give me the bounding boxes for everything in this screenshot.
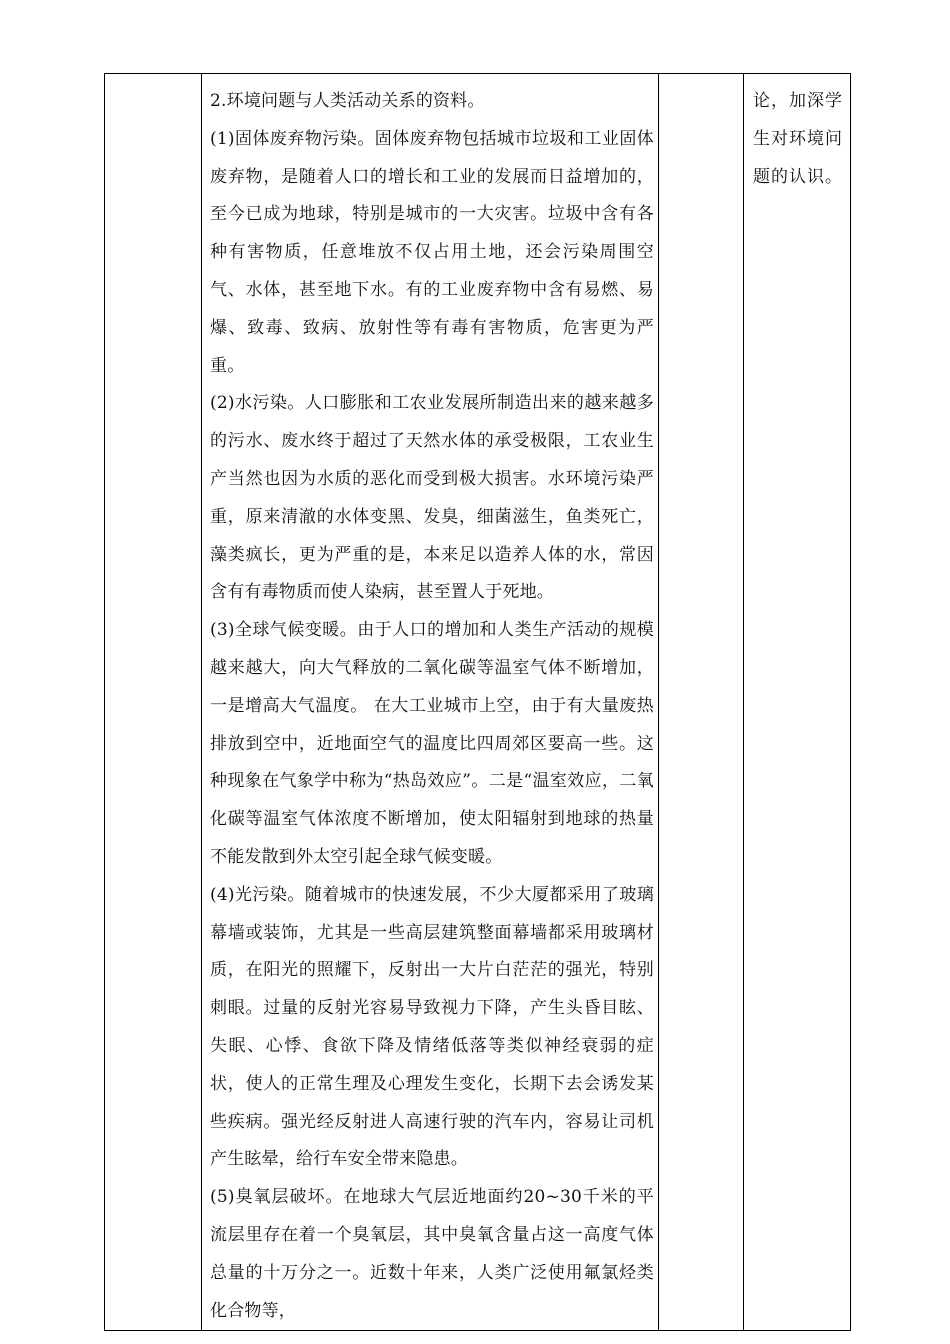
lesson-plan-table bbox=[104, 73, 851, 1331]
purpose-cell bbox=[744, 74, 851, 1331]
left-empty-cell bbox=[105, 74, 202, 1331]
purpose-text: 论，加深学生对环境问题的认识。 bbox=[753, 91, 843, 187]
paragraph-solid-waste: (1)固体废弃物污染。固体废弃物包括城市垃圾和工业固体废弃物，是随着人口的增长和工业的发展而日益增加的，至今已成为地球，特别是城市的一大灾害。垃圾中含有各种有害物质，任意堆放不仅占用土地，还会污染周围空气、水体，甚至地下水。有的工业废弃物中含有易燃、易爆、致毒、致病、放射性等有毒有害物质，危害更为严重。 bbox=[210, 128, 654, 376]
paragraph-light-pollution: (4)光污染。随着城市的快速发展，不少大厦都采用了玻璃幕墙或装饰，尤其是一些高层建筑整面幕墙都采用玻璃材质，在阳光的照耀下，反射出一大片白茫茫的强光，特别刺眼。过量的反射光容易导致视力下降，产生头昏目眩、失眠、心悸、食欲下降及情绪低落等类似神经衰弱的症状，使人的正常生理及心理发生变化，长期下去会诱发某些疾病。强光经反射进人高速行驶的汽车内，容易让司机产生眩晕，给行车安全带来隐患。 bbox=[210, 884, 654, 1170]
paragraph-ozone-depletion: (5)臭氧层破坏。在地球大气层近地面约20~30千米的平流层里存在着一个臭氧层，其中臭氧含量占这一高度气体总量的十万分之一。近数十年来，人类广泛使用氟氯烃类化合物等， bbox=[210, 1187, 654, 1321]
content-heading: 2.环境问题与人类活动关系的资料。 bbox=[210, 91, 485, 111]
paragraph-water-pollution: (2)水污染。人口膨胀和工农业发展所制造出来的越来越多的污水、废水终于超过了天然水体的承受极限，工农业生产当然也因为水质的恶化而受到极大损害。水环境污染严重，原来清澈的水体变黑、发臭，细菌滋生，鱼类死亡，藻类疯长，更为严重的是，本来足以造养人体的水，常因含有有毒物质而使人染病，甚至置人于死地。 bbox=[210, 393, 654, 603]
content-text bbox=[202, 74, 658, 1330]
content-cell bbox=[202, 74, 659, 1331]
paragraph-global-warming: (3)全球气候变暖。由于人口的增加和人类生产活动的规模越来越大，向大气释放的二氧化碳等温室气体不断增加，一是增高大气温度。 在大工业城市上空，由于有大量废热排放到空中，近地面空气的温度比四周郊区要高一些。这种现象在气象学中称为“热岛效应”。二是“温室效应，二氧化碳等温室气体浓度不断增加，使太阳辐射到地球的热量不能发散到外太空引起全球气候变暖。 bbox=[210, 620, 654, 867]
table-row bbox=[105, 74, 851, 1331]
middle-empty-cell bbox=[659, 74, 744, 1331]
